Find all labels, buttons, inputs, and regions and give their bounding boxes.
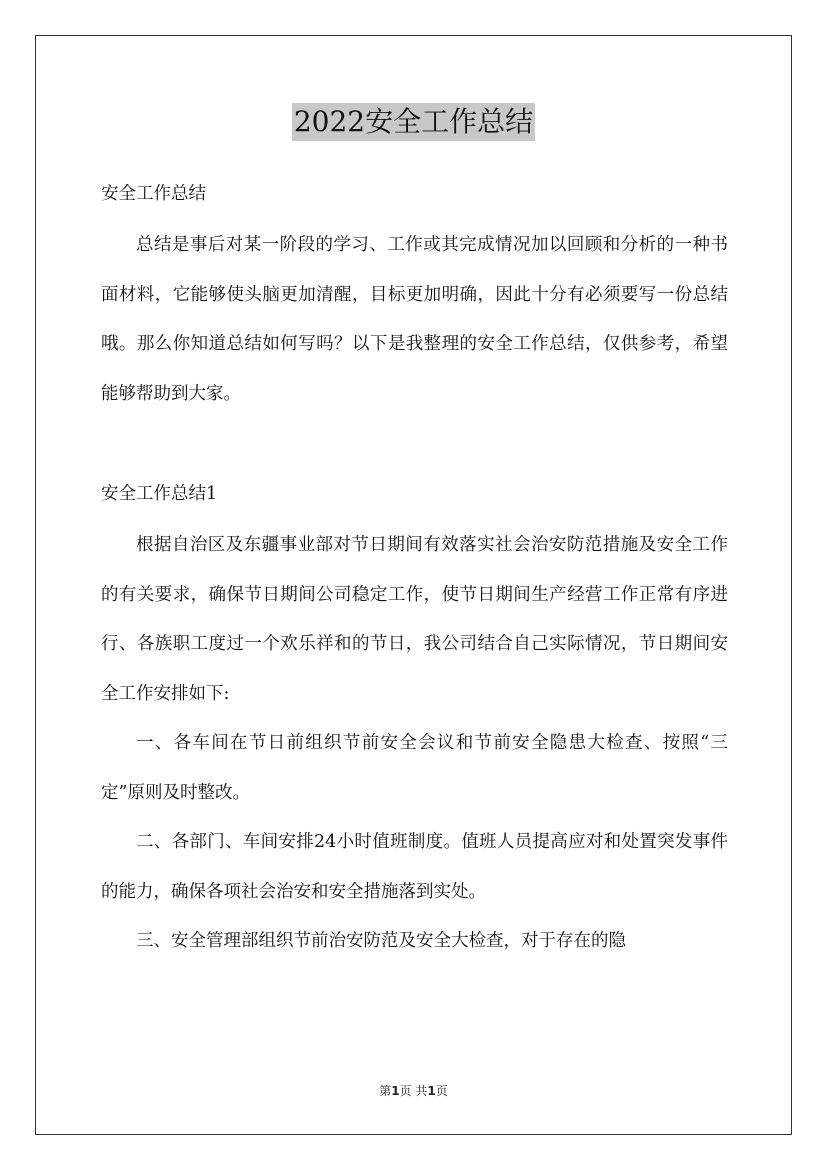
page-middle-text: 页 共 — [399, 1084, 428, 1098]
section-1-paragraph: 根据自治区及东疆事业部对节日期间有效落实社会治安防范措施及安全工作的有关要求，确保节日期间公司稳定工作，使节日期间生产经营工作正常有序进行、各族职工度过一个欢乐祥和的节日，我公司结合自己实际情况，节日期间安全工作安排如下: — [101, 535, 728, 704]
page-footer — [0, 1082, 827, 1099]
page-total-number: 1 — [427, 1084, 436, 1098]
section-1-item-3: 三、安全管理部组织节前治安防范及安全大检查，对于存在的隐 — [136, 931, 626, 951]
title-container — [0, 103, 827, 141]
section-1-item-2: 二、各部门、车间安排24小时值班制度。值班人员提高应对和处置突发事件的能力，确保各项社会治安和安全措施落到实处。 — [101, 832, 728, 902]
intro-paragraph: 总结是事后对某一阶段的学习、工作或其完成情况加以回顾和分析的一种书面材料，它能够使头脑更加清醒，目标更加明确，因此十分有必须要写一份总结哦。那么你知道总结如何写吗？以下是我整理的安全工作总结，仅供参考，希望能够帮助到大家。 — [101, 235, 728, 404]
section-1-heading: 安全工作总结1 — [101, 484, 218, 504]
page-current-number: 1 — [391, 1084, 400, 1098]
document-title: 2022安全工作总结 — [292, 103, 535, 141]
intro-heading: 安全工作总结 — [101, 184, 206, 204]
document-body — [101, 175, 728, 967]
page-suffix: 页 — [435, 1084, 448, 1098]
page-prefix: 第 — [379, 1084, 392, 1098]
section-1-item-1: 一、各车间在节日前组织节前安全会议和节前安全隐患大检查、按照“三定”原则及时整改。 — [101, 733, 728, 803]
